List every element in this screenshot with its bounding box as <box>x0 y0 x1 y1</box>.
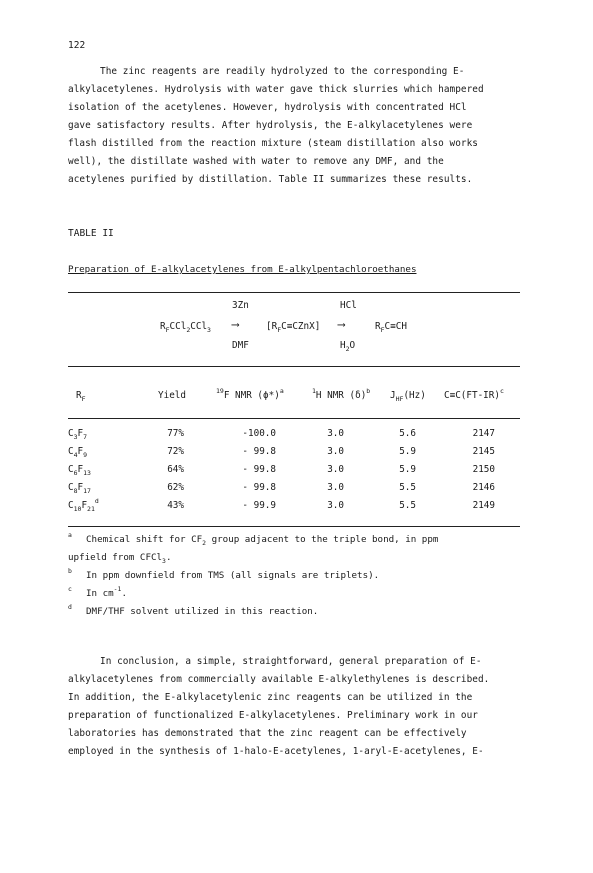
text-line: In addition, the E-alkylacetylenic zinc reagents can be utilized in the <box>68 692 473 703</box>
reaction-arrow-2: ⟶ <box>338 318 345 331</box>
footnote-a-continued: upfield from CFCl$_3$. <box>68 552 172 565</box>
yield-cell: 62% <box>167 482 184 493</box>
text-line: alkylacetylenes. Hydrolysis with water gave thick slurries which hampered <box>68 84 484 95</box>
header-jhf: $J_{HF}(Hz)$ <box>390 390 426 403</box>
text-line: acetylenes purified by distillation. Table II summarizes these results. <box>68 174 473 185</box>
text-line: well), the distillate washed with water to remove any DMF, and the <box>68 156 444 167</box>
text-line: gave satisfactory results. After hydrolysis, the E-alkylacetylenes were <box>68 120 473 131</box>
text-line: isolation of the acetylenes. However, hydrolysis with concentrated HCl <box>68 102 467 113</box>
nmr1-cell: 3.0 <box>327 464 344 475</box>
text-line: In conclusion, a simple, straightforward, general preparation of E- <box>100 656 482 667</box>
table-row: $C_4F_9$ <box>68 446 88 459</box>
reaction-arrow-1: ⟶ <box>232 318 239 331</box>
solvent-water: $H_2O$ <box>340 340 356 353</box>
nmr1-cell: 3.0 <box>327 428 344 439</box>
header-rf: $R_F$ <box>76 390 86 403</box>
text-line: employed in the synthesis of 1-halo-E-acetylenes, 1-aryl-E-acetylenes, E- <box>68 746 484 757</box>
ftir-cell: 2147 <box>472 428 495 439</box>
table-mid-rule <box>68 366 520 367</box>
page-number: 122 <box>68 40 86 51</box>
nmr19-cell: - 99.8 <box>242 464 276 475</box>
nmr19-cell: - 99.8 <box>242 482 276 493</box>
table-top-rule <box>68 292 520 293</box>
j-cell: 5.5 <box>399 482 416 493</box>
header-1h-nmr: $^1$H NMR $(\delta)^b$ <box>312 387 371 401</box>
header-ftir: $C\equiv C(FT-IR)^c$ <box>444 387 504 401</box>
header-19f-nmr: $^{19}$F NMR $(\phi*)^a$ <box>216 387 284 401</box>
table-bottom-rule <box>68 526 520 527</box>
product-formula: $R_FC\equiv CH$ <box>375 321 407 334</box>
header-yield: Yield <box>158 390 186 401</box>
reagent-zinc: 3Zn <box>232 300 249 311</box>
nmr19-cell: - 99.8 <box>242 446 276 457</box>
text-line: flash distilled from the reaction mixture (steam distillation also works <box>68 138 478 149</box>
footnote-a: $^a$ Chemical shift for $CF_2$ group adjacent to the triple bond, in ppm <box>68 531 439 547</box>
j-cell: 5.5 <box>399 500 416 511</box>
nmr1-cell: 3.0 <box>327 500 344 511</box>
j-cell: 5.9 <box>399 464 416 475</box>
yield-cell: 43% <box>167 500 184 511</box>
intro-paragraph <box>68 63 520 189</box>
nmr1-cell: 3.0 <box>327 482 344 493</box>
nmr19-cell: - 99.9 <box>242 500 276 511</box>
j-cell: 5.9 <box>399 446 416 457</box>
reagent-hcl: HCl <box>340 300 357 311</box>
ftir-cell: 2149 <box>472 500 495 511</box>
table-label: TABLE II <box>68 228 114 239</box>
yield-cell: 72% <box>167 446 184 457</box>
table-header-rule <box>68 418 520 419</box>
j-cell: 5.6 <box>399 428 416 439</box>
text-line: preparation of functionalized E-alkylacetylenes. Preliminary work in our <box>68 710 478 721</box>
solvent-dmf: DMF <box>232 340 249 351</box>
table-row: $C_8F_{17}$ <box>68 482 91 495</box>
reactant-formula: $R_FCCl_2CCl_3$ <box>160 321 211 334</box>
conclusion-paragraph <box>68 653 520 761</box>
nmr19-cell: -100.0 <box>242 428 276 439</box>
table-row: $C_6F_{13}$ <box>68 464 91 477</box>
intermediate-formula: $[R_FC\equiv CZnX]$ <box>266 321 321 334</box>
table-row: $C_{10}F_{21}^d$ <box>68 497 99 513</box>
text-line: laboratories has demonstrated that the zinc reagent can be effectively <box>68 728 467 739</box>
yield-cell: 64% <box>167 464 184 475</box>
nmr1-cell: 3.0 <box>327 446 344 457</box>
table-caption: Preparation of E-alkylacetylenes from E-alkylpentachloroethanes <box>68 264 417 275</box>
footnote-c: $^c$ In $cm^{-1}$. <box>68 585 127 599</box>
footnote-b: $^b$ In ppm downfield from TMS (all signals are triplets). <box>68 567 380 581</box>
ftir-cell: 2145 <box>472 446 495 457</box>
table-row: $C_3F_7$ <box>68 428 88 441</box>
text-line: The zinc reagents are readily hydrolyzed to the corresponding E- <box>100 66 465 77</box>
ftir-cell: 2146 <box>472 482 495 493</box>
text-line: alkylacetylenes from commercially available E-alkylethylenes is described. <box>68 674 490 685</box>
ftir-cell: 2150 <box>472 464 495 475</box>
footnote-d: $^d$ DMF/THF solvent utilized in this reaction. <box>68 603 319 617</box>
yield-cell: 77% <box>167 428 184 439</box>
